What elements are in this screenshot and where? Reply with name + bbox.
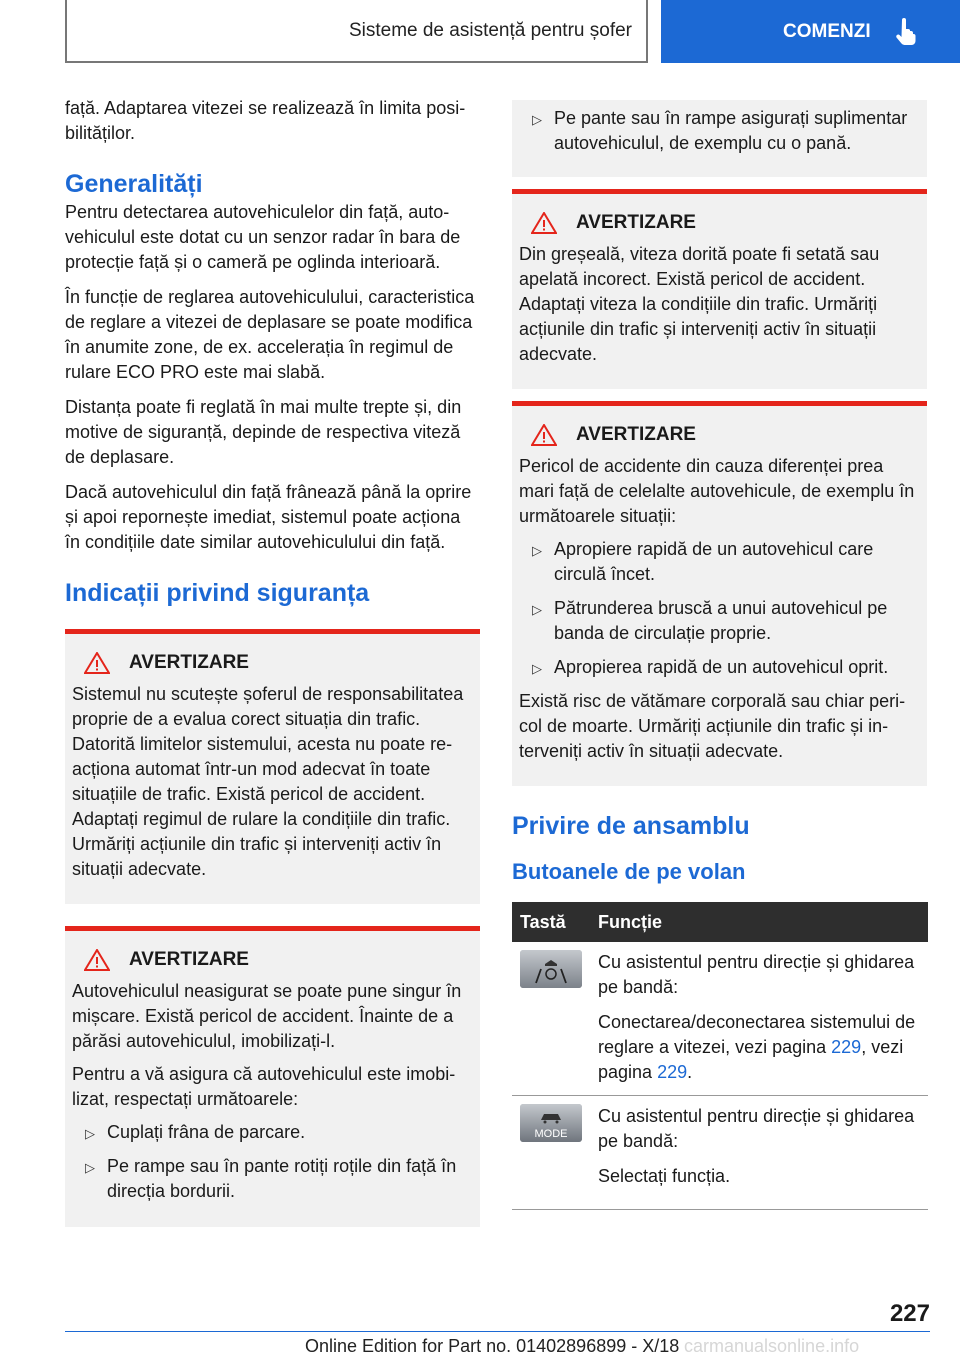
section-title-text: Sisteme de asistență pentru șofer	[348, 19, 632, 41]
general-p3: Distanța poate fi reglată în mai multe trepte și, din motive de siguranță, depinde de respectiva viteză de deplasare.	[65, 397, 462, 467]
key-cell	[512, 942, 590, 1096]
warning-title-2-text: AVERTIZARE	[129, 949, 249, 970]
driving-assistant-button-icon	[520, 950, 582, 988]
row2-text-b: Selectați funcția.	[598, 1166, 731, 1186]
row1-text-b: Conectarea/deconectarea sistemului de reglare a vitezei, vezi pagina 229, vezi pagina 229.	[598, 1012, 916, 1082]
table-row	[512, 942, 928, 1096]
triangle-bullet-icon: ▷	[532, 661, 542, 676]
triangle-bullet-icon: ▷	[532, 543, 542, 558]
warning-title-3	[519, 212, 920, 234]
warning-title-1-text: AVERTIZARE	[129, 652, 249, 673]
intro-text: față. Adaptarea vitezei se realizează în limita posibilităților.	[65, 98, 466, 143]
list-item: ▷ Pe pante sau în rampe asigurați suplimentar autovehiculul, de exemplu cu o pană.	[532, 108, 908, 153]
list-item: ▷ Pătrunderea bruscă a unui autovehicul pe banda de circulație proprie.	[532, 598, 888, 643]
key-cell	[512, 1096, 590, 1210]
warning-text-1: Sistemul nu scutește șoferul de responsabilitatea proprie de a evalua corect situația din trafic. Datorită limitelor sistemului, acesta nu poate reacționa automat într-un mod adecvat în toate situațiile de trafic. Există pericol de accident. Adaptați regimul de rulare la condițiile din trafic. Urmăriți acțiunile din trafic și interveniți activ în situații adecvate.	[72, 684, 464, 879]
page-link[interactable]: 229	[831, 1037, 862, 1057]
row1-text-a: Cu asistentul pentru direcție și ghidarea pe bandă:	[598, 952, 915, 997]
list-item: ▷ Pe rampe sau în pante rotiți roțile din față în direcția bordurii.	[85, 1156, 457, 1201]
col-header-function: Funcție	[590, 902, 928, 942]
right-column	[512, 100, 927, 1210]
function-cell	[590, 942, 928, 1096]
warning-box-2-continued	[512, 100, 927, 177]
warning-text-3: Din greșeală, viteza dorită poate fi setată sau apelată incorect. Există pericol de accident. Adaptați viteza la condițiile din trafic. Urmăriți acțiunile din trafic și interveniți activ în situații adecvate.	[519, 244, 880, 364]
tab-comenzi-label: COMENZI	[783, 20, 871, 42]
watermark: carmanualsonline.info	[684, 1336, 860, 1356]
heading-buttons: Butoanele de pe volan	[512, 859, 746, 884]
heading-general: Generalități	[65, 170, 203, 198]
warning-triangle-icon	[84, 652, 110, 674]
left-column	[65, 96, 480, 1227]
page-number: 227	[889, 1300, 930, 1327]
general-p2: În funcție de reglarea autovehiculului, caracteristica de reglare a vitezei de deplasare se poate modifica în anumite zone, de ex. accelerația în regimul de rulare ECO PRO este mai slabă.	[65, 287, 475, 382]
triangle-bullet-icon: ▷	[532, 602, 542, 617]
heading-safety: Indicații privind siguranța	[65, 579, 370, 607]
tab-comenzi[interactable]	[661, 0, 960, 63]
warning-title-2	[72, 949, 473, 971]
warning-box-2	[65, 926, 480, 1227]
table-header-row	[512, 902, 928, 942]
warning-box-3	[512, 189, 927, 389]
warning-triangle-icon	[531, 212, 557, 234]
warning-triangle-icon	[84, 949, 110, 971]
triangle-bullet-icon: ▷	[532, 112, 542, 127]
footer-divider	[65, 1331, 930, 1332]
heading-overview: Privire de ansamblu	[512, 812, 750, 840]
table-row	[512, 1096, 928, 1210]
list-item: ▷ Apropiere rapidă de un autovehicul care circulă încet.	[532, 539, 874, 584]
warning-box-4	[512, 401, 927, 786]
list-item: ▷ Cuplați frâna de parcare.	[72, 1120, 473, 1145]
warning-box-1	[65, 629, 480, 904]
list-item: ▷ Apropierea rapidă de un autovehicul oprit.	[519, 655, 920, 680]
warning-title-4	[519, 424, 920, 446]
row2-text-a: Cu asistentul pentru direcție și ghidarea pe bandă:	[598, 1106, 915, 1151]
function-cell	[590, 1096, 928, 1210]
warning-title-3-text: AVERTIZARE	[576, 212, 696, 233]
warning-title-4-text: AVERTIZARE	[576, 424, 696, 445]
page-link[interactable]: 229	[657, 1062, 688, 1082]
mode-button-icon	[520, 1104, 582, 1142]
warning-title-1	[72, 652, 473, 674]
general-p1: Pentru detectarea autovehiculelor din față, autovehiculul este dotat cu un senzor radar în bara de protecție față și o cameră pe oglinda interioară.	[65, 202, 461, 272]
svg-text:MODE: MODE	[534, 1128, 568, 1140]
warning-text-4: Pericol de accidente din cauza diferenței prea mari față de celelalte autovehicule, de exemplu în următoarele situații:	[519, 456, 915, 526]
pointing-hand-icon	[893, 18, 917, 46]
warning-text-2b: Pentru a vă asigura că autovehiculul este imobilizat, respectați următoarele:	[72, 1064, 456, 1109]
section-title	[65, 0, 648, 63]
triangle-bullet-icon: ▷	[85, 1126, 95, 1141]
warning-triangle-icon	[531, 424, 557, 446]
triangle-bullet-icon: ▷	[85, 1160, 95, 1175]
warning-text-4b: Există risc de vătămare corporală sau chiar pericol de moarte. Urmăriți acțiunile din trafic și interveniți activ în situații adecvate.	[519, 691, 906, 761]
col-header-key: Tastă	[512, 902, 590, 942]
buttons-table	[512, 902, 928, 1210]
edition-text: Online Edition for Part no. 01402896899 - X/18	[305, 1336, 680, 1356]
general-p4: Dacă autovehiculul din față frânează până la oprire și apoi repornește imediat, sistemul poate acționa în condițiile date similar autovehiculului din față.	[65, 482, 472, 552]
warning-text-2a: Autovehiculul neasigurat se poate pune singur în mișcare. Există pericol de accident. Înainte de a părăsi autovehiculul, imobilizați-l.	[72, 981, 462, 1051]
